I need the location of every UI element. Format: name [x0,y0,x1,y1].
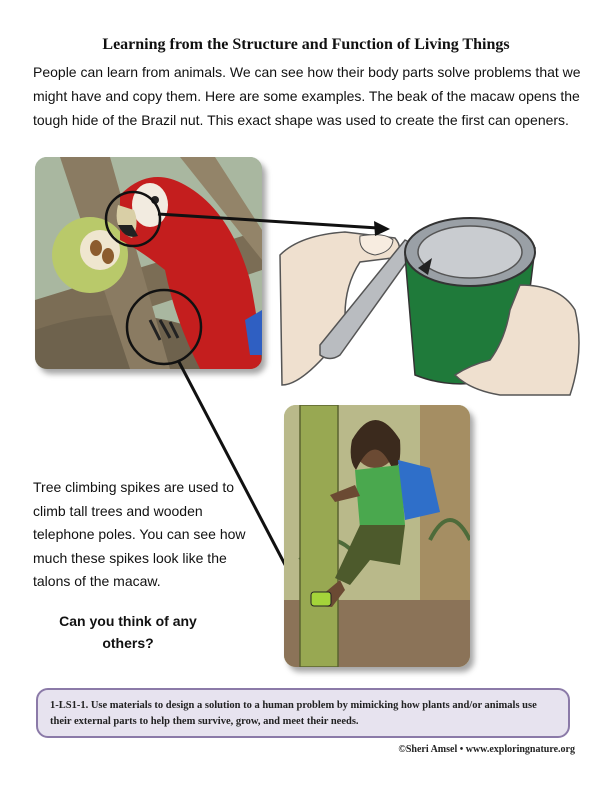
tree-trunk [300,405,338,667]
intro-paragraph: People can learn from animals. We can see how their body parts solve problems that we might have and copy them. Here are some examples. The beak of the macaw opens the tough hide of the Brazil nut. This exact shape was used to create the first can openers. [33,64,581,128]
standard-box: 1-LS1-1. Use materials to design a solution to a human problem by mimicking how plants and/or animals use their external parts to help them survive, grow, and meet their needs. [36,688,570,738]
tree-climber-image [284,405,470,667]
question-prompt: Can you think of any others? [59,613,197,651]
copyright-credit: ©Sheri Amsel • www.exploringnature.org [398,744,575,755]
macaw-image [35,157,262,369]
page-title: Learning from the Structure and Function of Living Things [102,36,510,53]
tree-climbing-paragraph: Tree climbing spikes are used to climb tall trees and wooden telephone poles. You can see how much these spikes look like the talons of the macaw. [33,479,246,589]
left-hand [280,232,399,385]
can-opener-image [280,218,579,395]
child-shirt [355,465,405,528]
climbing-spike [311,592,331,606]
